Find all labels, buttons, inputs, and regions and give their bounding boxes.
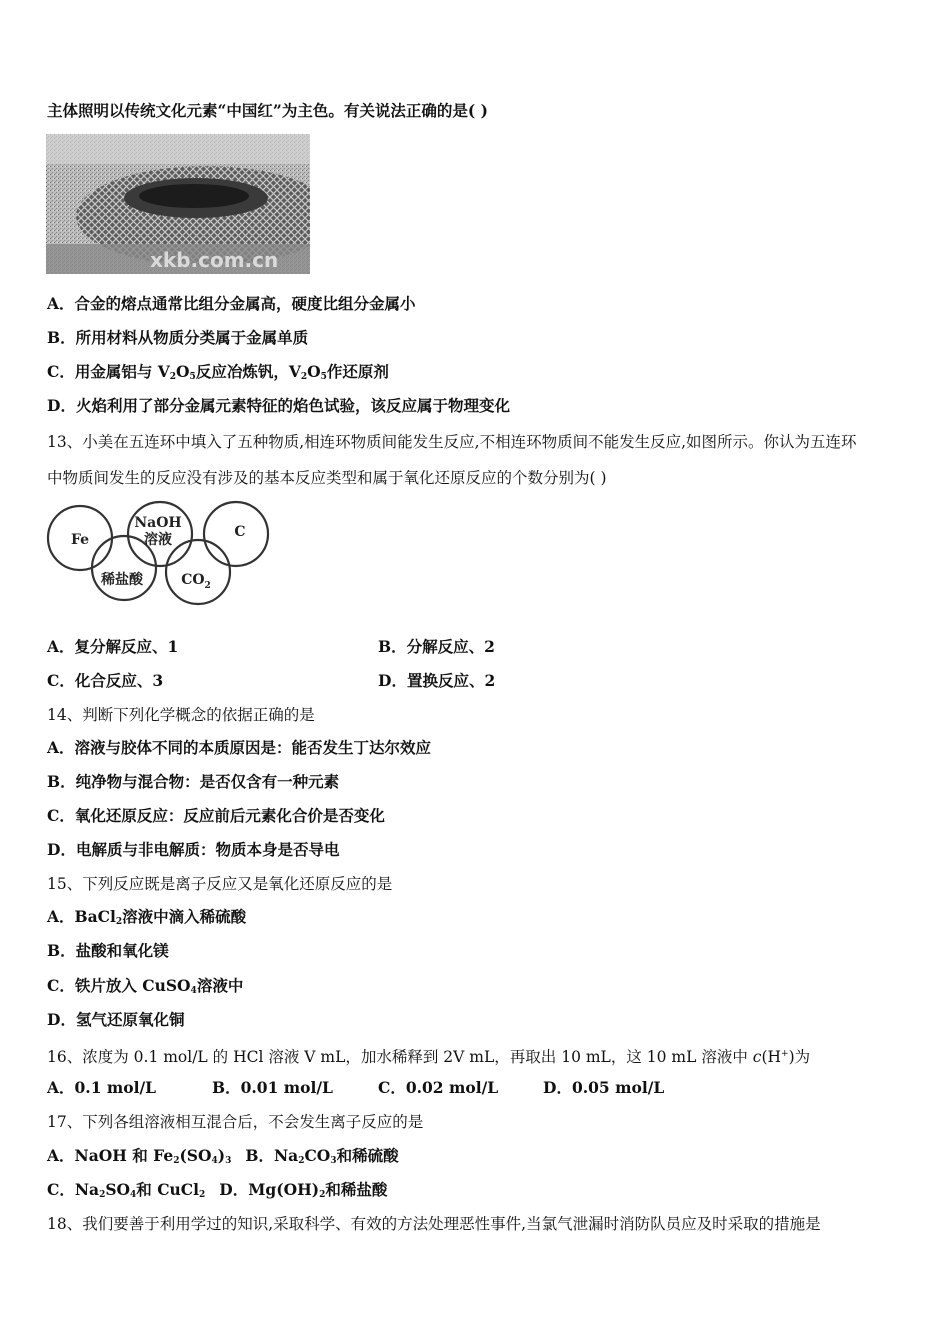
q18-stem: 18、我们要善于利用学过的知识,采取科学、有效的方法处理恶性事件,当氯气泄漏时消防队员应及时采取的措施是 [47,1215,821,1233]
stadium-photo [46,134,310,274]
q12-stem: 主体照明以传统文化元素“中国红”为主色。有关说法正确的是( ) [47,101,488,120]
q13-option-b: B．分解反应、2 [378,637,495,656]
q15-stem: 15、下列反应既是离子反应又是氧化还原反应的是 [47,875,393,893]
q12-option-a: A．合金的熔点通常比组分金属高，硬度比组分金属小 [47,294,416,313]
q12-option-b: B．所用材料从物质分类属于金属单质 [47,328,309,347]
ring-label-naoh-solution: 溶液 [144,532,172,548]
q14-option-b: B．纯净物与混合物：是否仅含有一种元素 [47,772,340,791]
q13-option-d: D．置换反应、2 [378,671,496,690]
q17-options-cd: C．$Na_2SO_4$和 CuCl$_2$ D．$Mg(OH)_2$和稀盐酸 [47,1180,388,1200]
q15-option-a: A．BaCl$_2$溶液中滴入稀硫酸 [47,907,247,927]
five-rings-diagram [46,500,274,610]
ring-label-c: C [234,524,246,540]
q15-option-b: B．盐酸和氧化镁 [47,941,169,960]
q16-stem: 16、浓度为 0.1 mol/L 的 HCl 溶液 V mL，加水稀释到 2V mL，再取出 10 mL，这 10 mL 溶液中 c(H+)为 [47,1048,811,1066]
ring-label-hcl: 稀盐酸 [101,572,143,588]
q13-stem-line2: 中物质间发生的反应没有涉及的基本反应类型和属于氧化还原反应的个数分别为( ) [47,469,607,487]
q14-option-a: A．溶液与胶体不同的本质原因是：能否发生丁达尔效应 [47,738,432,757]
ring-label-fe: Fe [70,532,90,548]
photo-watermark: xkb.com.cn [150,248,279,272]
q12-option-d: D．火焰利用了部分金属元素特征的焰色试验，该反应属于物理变化 [47,396,510,415]
q16-option-d: D．0.05 mol/L [543,1078,665,1097]
q17-options-ab: A．NaOH 和 $Fe_2(SO_4)_3$ B．$Na_2CO_3$和稀硫酸 [47,1146,399,1166]
q14-stem: 14、判断下列化学概念的依据正确的是 [47,706,315,724]
q13-option-a: A．复分解反应、1 [47,637,179,656]
ring-label-naoh: NaOH [134,515,182,531]
q16-option-b: B．0.01 mol/L [212,1078,333,1097]
ring-label-co2: $CO_2$ [181,572,211,591]
q15-option-c: C．铁片放入 CuSO$_4$溶液中 [47,976,244,996]
q13-stem-line1: 13、小美在五连环中填入了五种物质,相连环物质间能发生反应,不相连环物质间不能发生反应,如图所示。你认为五连环 [47,433,857,451]
q13-option-c: C．化合反应、3 [47,671,164,690]
q14-option-c: C．氧化还原反应：反应前后元素化合价是否变化 [47,806,385,825]
q15-option-d: D．氢气还原氧化铜 [47,1010,185,1029]
q14-option-d: D．电解质与非电解质：物质本身是否导电 [47,840,340,859]
q12-option-c: C．用金属铝与 $V_2O_5$反应冶炼钒，$V_2O_5$作还原剂 [47,362,389,382]
q16-option-a: A．0.1 mol/L [47,1078,157,1097]
q16-option-c: C．0.02 mol/L [378,1078,499,1097]
q17-stem: 17、下列各组溶液相互混合后，不会发生离子反应的是 [47,1113,424,1131]
